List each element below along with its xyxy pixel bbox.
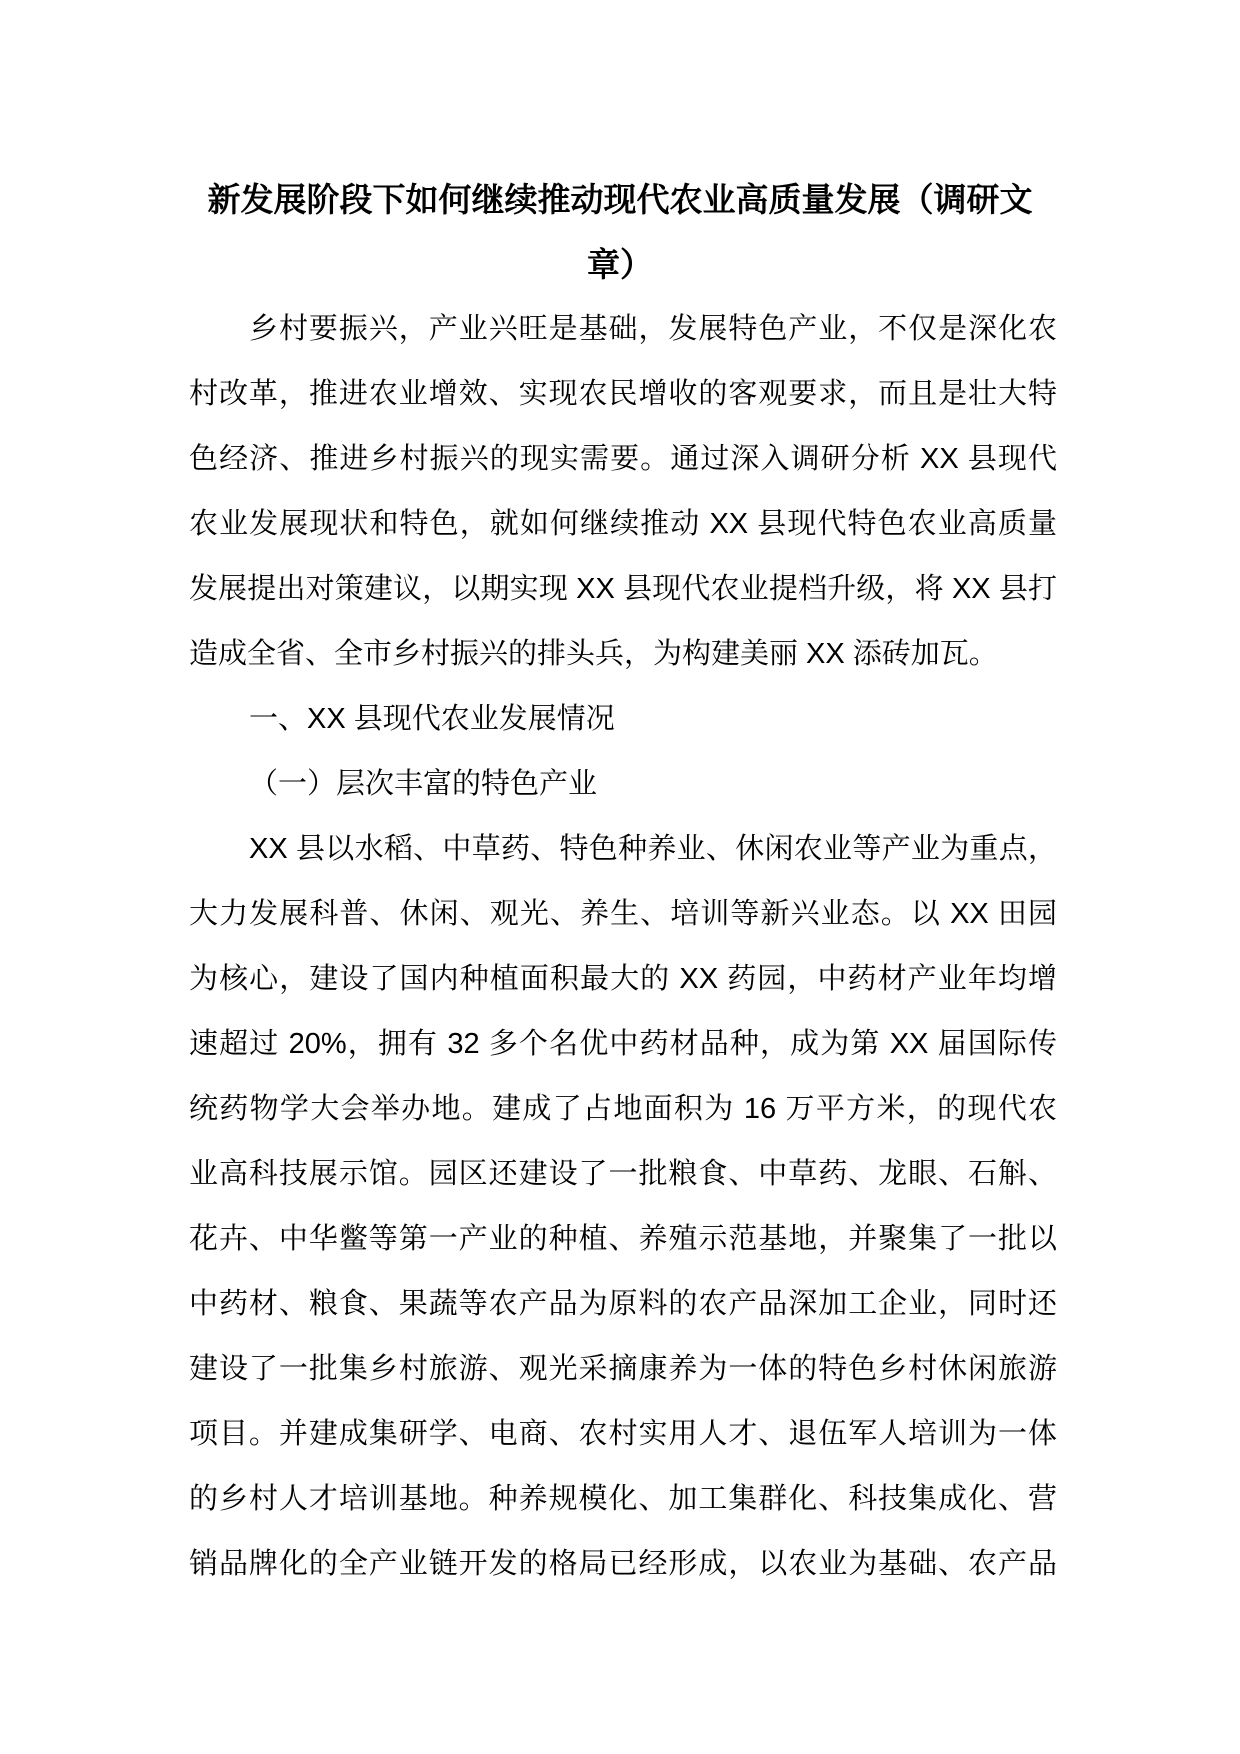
intro-paragraph <box>189 297 1057 687</box>
paragraph-line: XX 县以水稻、中草药、特色种养业、休闲农业等产业为重点， <box>249 833 1057 865</box>
paragraph-line: 乡村要振兴，产业兴旺是基础，发展特色产业，不仅是深化农 <box>249 313 1057 345</box>
paragraph-line: 花卉、中华鳖等第一产业的种植、养殖示范基地，并聚集了一批以 <box>189 1223 1057 1255</box>
section-paragraph <box>189 817 1057 1597</box>
paragraph-line: 发展提出对策建议，以期实现 XX 县现代农业提档升级，将 XX 县打 <box>189 573 1057 605</box>
paragraph-line: 销品牌化的全产业链开发的格局已经形成，以农业为基础、农产品 <box>189 1548 1057 1580</box>
paragraph-line: 建设了一批集乡村旅游、观光采摘康养为一体的特色乡村休闲旅游 <box>189 1353 1057 1385</box>
paragraph-line: 统药物学大会举办地。建成了占地面积为 16 万平方米，的现代农 <box>189 1093 1057 1125</box>
paragraph-line: 速超过 20%，拥有 32 多个名优中药材品种，成为第 XX 届国际传 <box>189 1028 1057 1060</box>
paragraph-line: 色经济、推进乡村振兴的现实需要。通过深入调研分析 XX 县现代 <box>189 443 1057 475</box>
paragraph-line: 项目。并建成集研学、电商、农村实用人才、退伍军人培训为一体 <box>189 1418 1057 1450</box>
section-heading: 一、XX 县现代农业发展情况 <box>249 703 615 735</box>
paragraph-line: 中药材、粮食、果蔬等农产品为原料的农产品深加工企业，同时还 <box>189 1288 1057 1320</box>
paragraph-line: 为核心，建设了国内种植面积最大的 XX 药园，中药材产业年均增 <box>189 963 1057 995</box>
paragraph-line: 业高科技展示馆。园区还建设了一批粮食、中草药、龙眼、石斛、 <box>189 1158 1057 1190</box>
title-line: 章） <box>587 246 653 283</box>
paragraph-line: 大力发展科普、休闲、观光、养生、培训等新兴业态。以 XX 田园 <box>189 898 1057 930</box>
subsection-heading: （一）层次丰富的特色产业 <box>249 768 598 800</box>
paragraph-line: 村改革，推进农业增效、实现农民增收的客观要求，而且是壮大特 <box>189 378 1057 410</box>
paragraph-line: 农业发展现状和特色，就如何继续推动 XX 县现代特色农业高质量 <box>189 508 1057 540</box>
paragraph-line: 造成全省、全市乡村振兴的排头兵，为构建美丽 XX 添砖加瓦。 <box>189 638 998 670</box>
title-line: 新发展阶段下如何继续推动现代农业高质量发展（调研文 <box>207 181 1033 218</box>
paragraph-line: 的乡村人才培训基地。种养规模化、加工集群化、科技集成化、营 <box>189 1483 1057 1515</box>
document-body <box>189 297 1057 1597</box>
document-title <box>120 167 1120 297</box>
